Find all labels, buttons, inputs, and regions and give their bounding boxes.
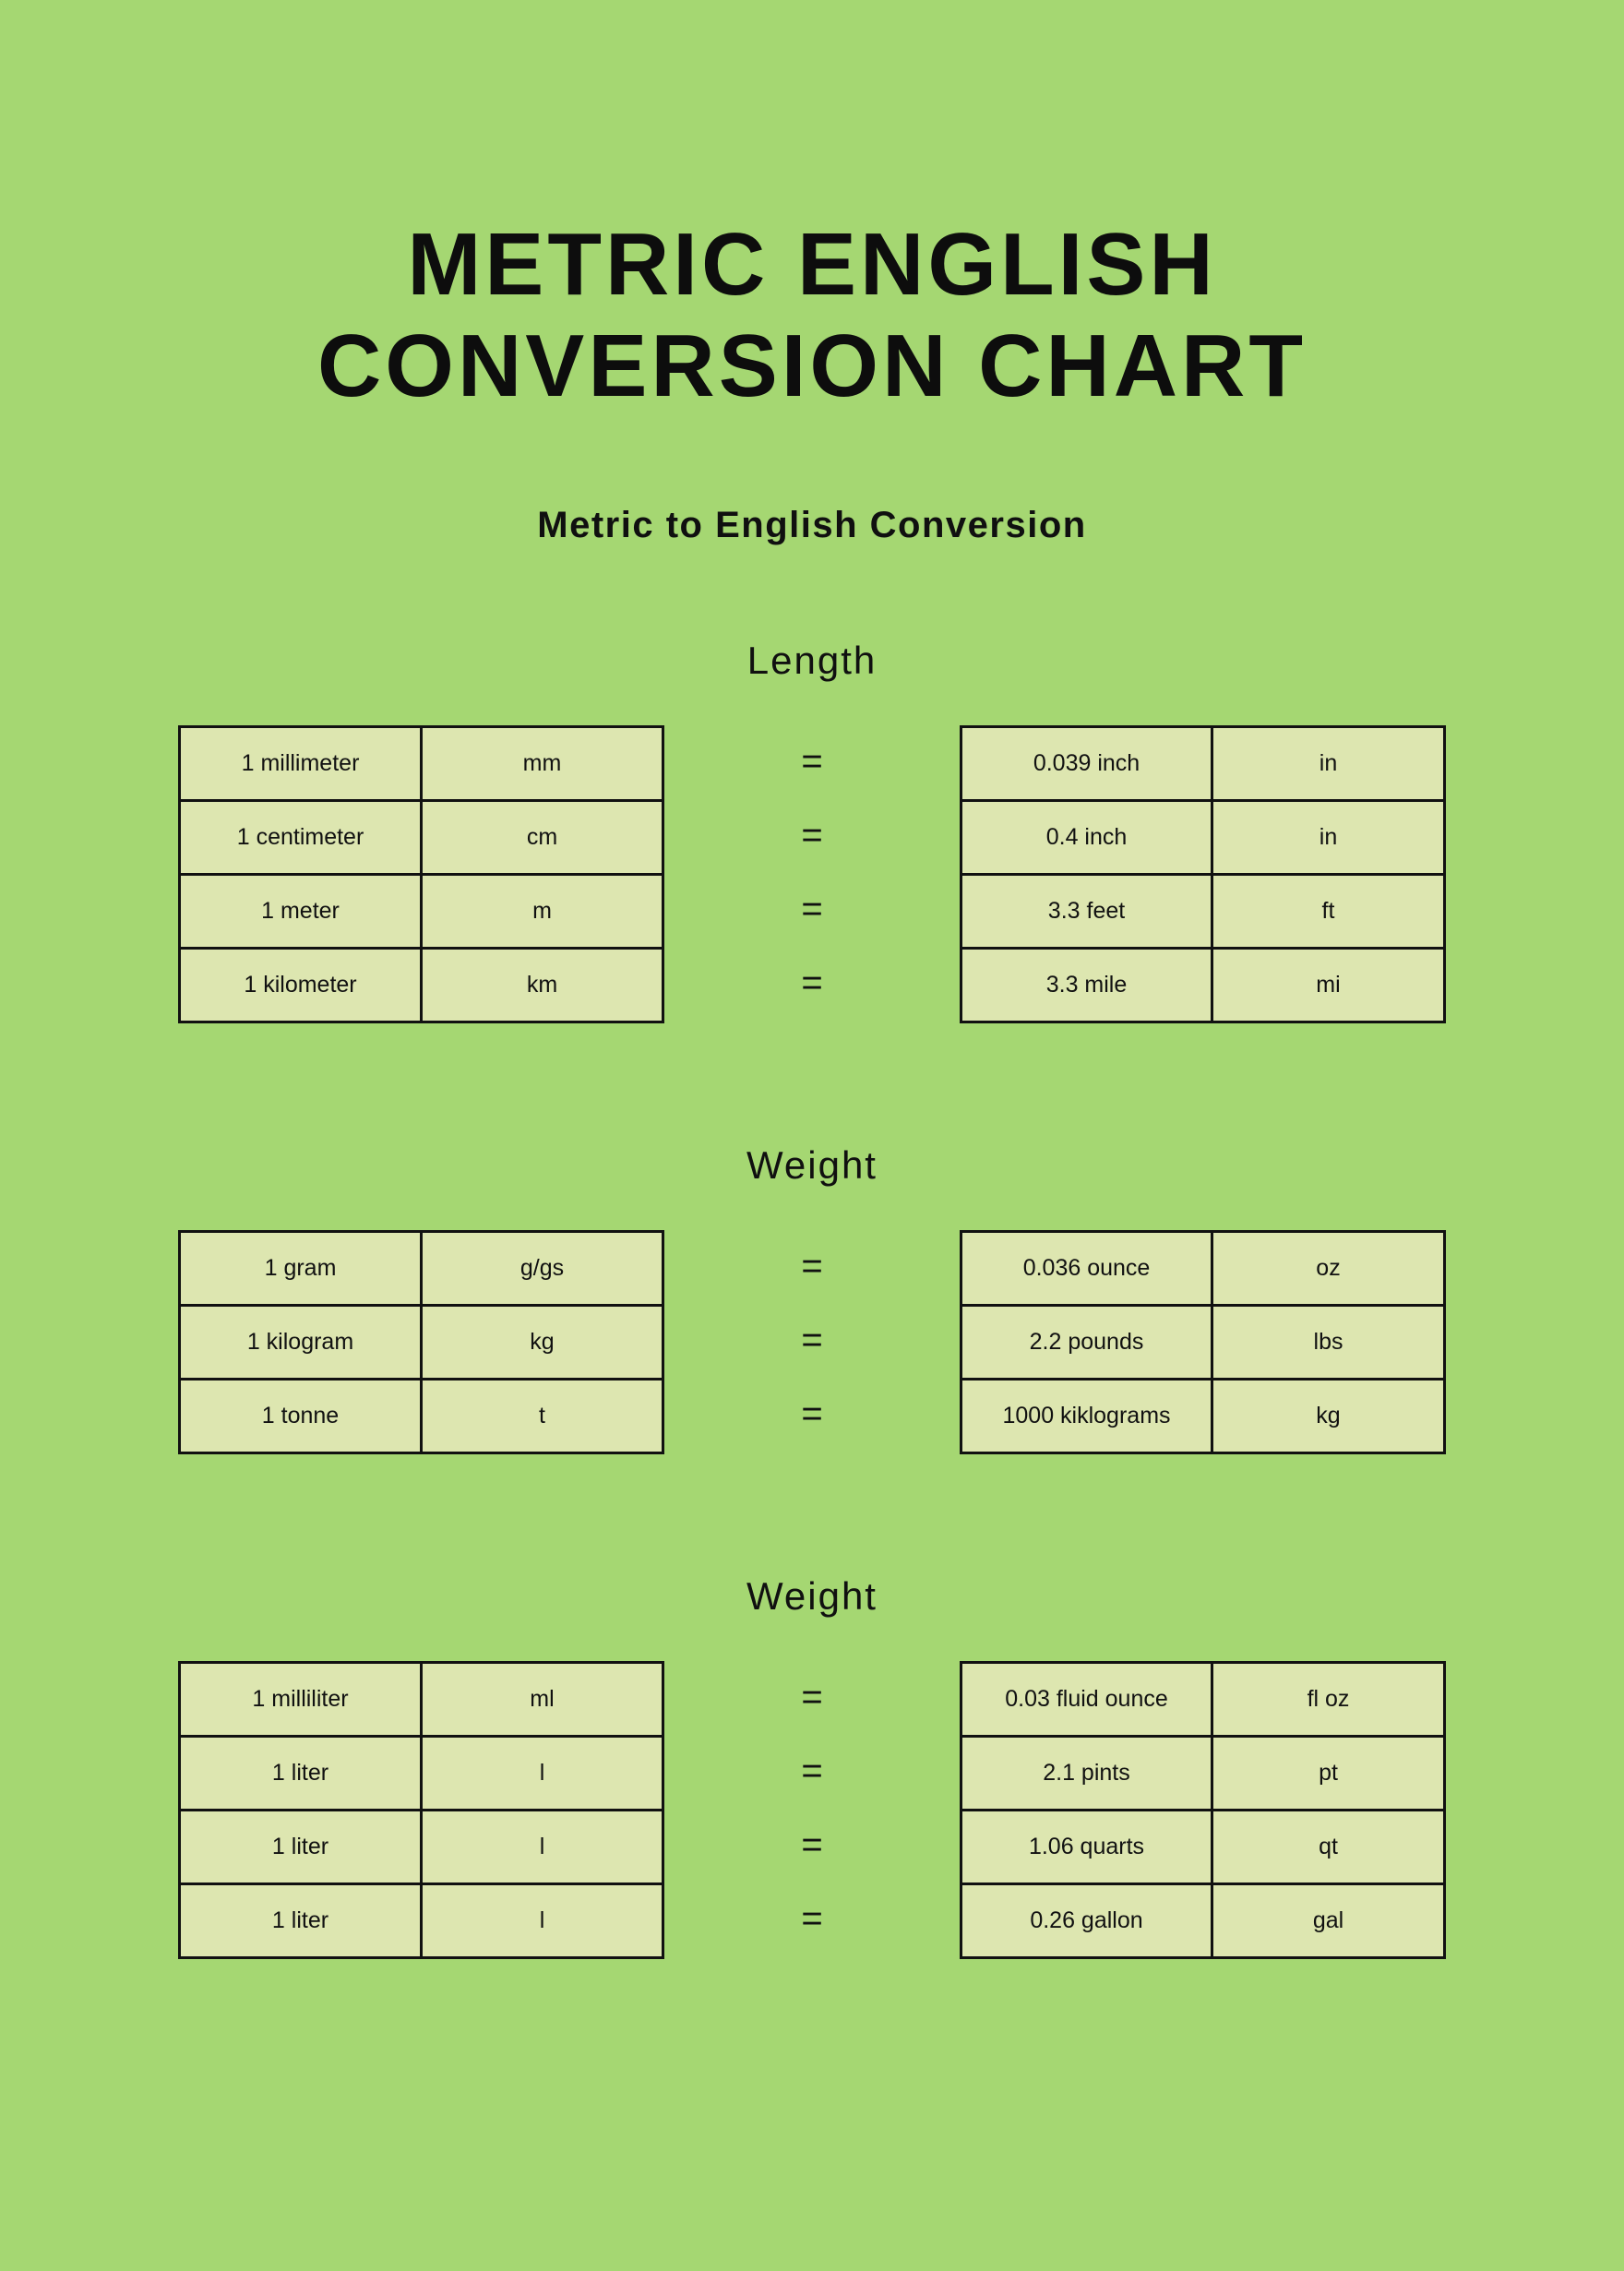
english-symbol-cell: in <box>1212 726 1445 800</box>
metric-name-cell: 1 liter <box>180 1883 422 1957</box>
table-row <box>180 1736 663 1810</box>
table-row <box>961 1231 1445 1305</box>
table-row <box>961 1883 1445 1957</box>
english-name-cell: 3.3 mile <box>961 948 1212 1022</box>
english-table <box>960 1661 1446 1959</box>
table-row <box>961 1662 1445 1736</box>
table-row <box>180 726 663 800</box>
equals-column <box>664 725 960 1021</box>
english-symbol-cell: in <box>1212 800 1445 874</box>
equals-sign: = <box>801 1246 823 1287</box>
table-row <box>180 1883 663 1957</box>
conversion-group <box>178 725 1446 1023</box>
equals-sign: = <box>801 1898 823 1940</box>
english-name-cell: 2.2 pounds <box>961 1305 1212 1379</box>
metric-symbol-cell: mm <box>422 726 663 800</box>
equals-sign: = <box>801 1320 823 1361</box>
conversion-rows <box>0 1230 1624 1454</box>
metric-table <box>178 1661 664 1959</box>
metric-symbol-cell: ml <box>422 1662 663 1736</box>
conversion-rows <box>0 1661 1624 1959</box>
equals-sign: = <box>801 741 823 783</box>
english-symbol-cell: fl oz <box>1212 1662 1445 1736</box>
english-name-cell: 0.03 fluid ounce <box>961 1662 1212 1736</box>
equals-column <box>664 1661 960 1956</box>
metric-symbol-cell: cm <box>422 800 663 874</box>
table-row <box>961 1379 1445 1452</box>
english-name-cell: 2.1 pints <box>961 1736 1212 1810</box>
equals-column <box>664 1230 960 1452</box>
english-name-cell: 0.039 inch <box>961 726 1212 800</box>
english-table <box>960 725 1446 1023</box>
table-row <box>961 874 1445 948</box>
metric-symbol-cell: l <box>422 1883 663 1957</box>
equals-sign: = <box>801 1824 823 1866</box>
english-symbol-cell: ft <box>1212 874 1445 948</box>
table-row <box>961 1736 1445 1810</box>
metric-name-cell: 1 tonne <box>180 1379 422 1452</box>
english-symbol-cell: kg <box>1212 1379 1445 1452</box>
metric-name-cell: 1 meter <box>180 874 422 948</box>
table-row <box>180 800 663 874</box>
english-name-cell: 0.036 ounce <box>961 1231 1212 1305</box>
section-weight <box>0 1023 1624 1454</box>
english-name-cell: 0.26 gallon <box>961 1883 1212 1957</box>
page-title <box>0 0 1624 418</box>
table-row <box>961 726 1445 800</box>
english-name-cell: 0.4 inch <box>961 800 1212 874</box>
section-length <box>0 546 1624 1023</box>
section-volume <box>0 1454 1624 1959</box>
metric-table <box>178 1230 664 1454</box>
metric-symbol-cell: g/gs <box>422 1231 663 1305</box>
english-name-cell: 1.06 quarts <box>961 1810 1212 1883</box>
equals-sign: = <box>801 815 823 856</box>
metric-name-cell: 1 liter <box>180 1736 422 1810</box>
table-row <box>180 1379 663 1452</box>
section-heading: Weight <box>746 1573 878 1618</box>
table-row <box>961 1810 1445 1883</box>
table-row <box>180 1305 663 1379</box>
metric-symbol-cell: l <box>422 1810 663 1883</box>
section-heading: Length <box>746 638 878 682</box>
conversion-rows <box>0 725 1624 1023</box>
table-row <box>961 800 1445 874</box>
equals-sign: = <box>801 1393 823 1435</box>
metric-symbol-cell: m <box>422 874 663 948</box>
english-table <box>960 1230 1446 1454</box>
section-heading: Weight <box>746 1142 878 1187</box>
metric-name-cell: 1 kilogram <box>180 1305 422 1379</box>
english-symbol-cell: oz <box>1212 1231 1445 1305</box>
metric-name-cell: 1 liter <box>180 1810 422 1883</box>
metric-table <box>178 725 664 1023</box>
english-name-cell: 3.3 feet <box>961 874 1212 948</box>
metric-name-cell: 1 milliliter <box>180 1662 422 1736</box>
english-name-cell: 1000 kiklograms <box>961 1379 1212 1452</box>
table-row <box>961 1305 1445 1379</box>
equals-sign: = <box>801 1751 823 1792</box>
metric-name-cell: 1 centimeter <box>180 800 422 874</box>
english-symbol-cell: mi <box>1212 948 1445 1022</box>
table-row <box>180 874 663 948</box>
english-symbol-cell: pt <box>1212 1736 1445 1810</box>
conversion-group <box>178 1230 1446 1454</box>
table-row <box>180 1810 663 1883</box>
equals-sign: = <box>801 1677 823 1718</box>
metric-symbol-cell: t <box>422 1379 663 1452</box>
page-title-line-2: CONVERSION CHART <box>316 317 1308 416</box>
metric-symbol-cell: l <box>422 1736 663 1810</box>
table-row <box>180 1662 663 1736</box>
metric-symbol-cell: km <box>422 948 663 1022</box>
english-symbol-cell: qt <box>1212 1810 1445 1883</box>
table-row <box>180 948 663 1022</box>
table-row <box>180 1231 663 1305</box>
metric-symbol-cell: kg <box>422 1305 663 1379</box>
conversion-group <box>178 1661 1446 1959</box>
metric-name-cell: 1 kilometer <box>180 948 422 1022</box>
english-symbol-cell: gal <box>1212 1883 1445 1957</box>
metric-name-cell: 1 millimeter <box>180 726 422 800</box>
equals-sign: = <box>801 962 823 1004</box>
page-title-line-1: METRIC ENGLISH <box>407 215 1217 314</box>
table-row <box>961 948 1445 1022</box>
page-subtitle: Metric to English Conversion <box>537 504 1087 545</box>
metric-name-cell: 1 gram <box>180 1231 422 1305</box>
equals-sign: = <box>801 889 823 930</box>
english-symbol-cell: lbs <box>1212 1305 1445 1379</box>
